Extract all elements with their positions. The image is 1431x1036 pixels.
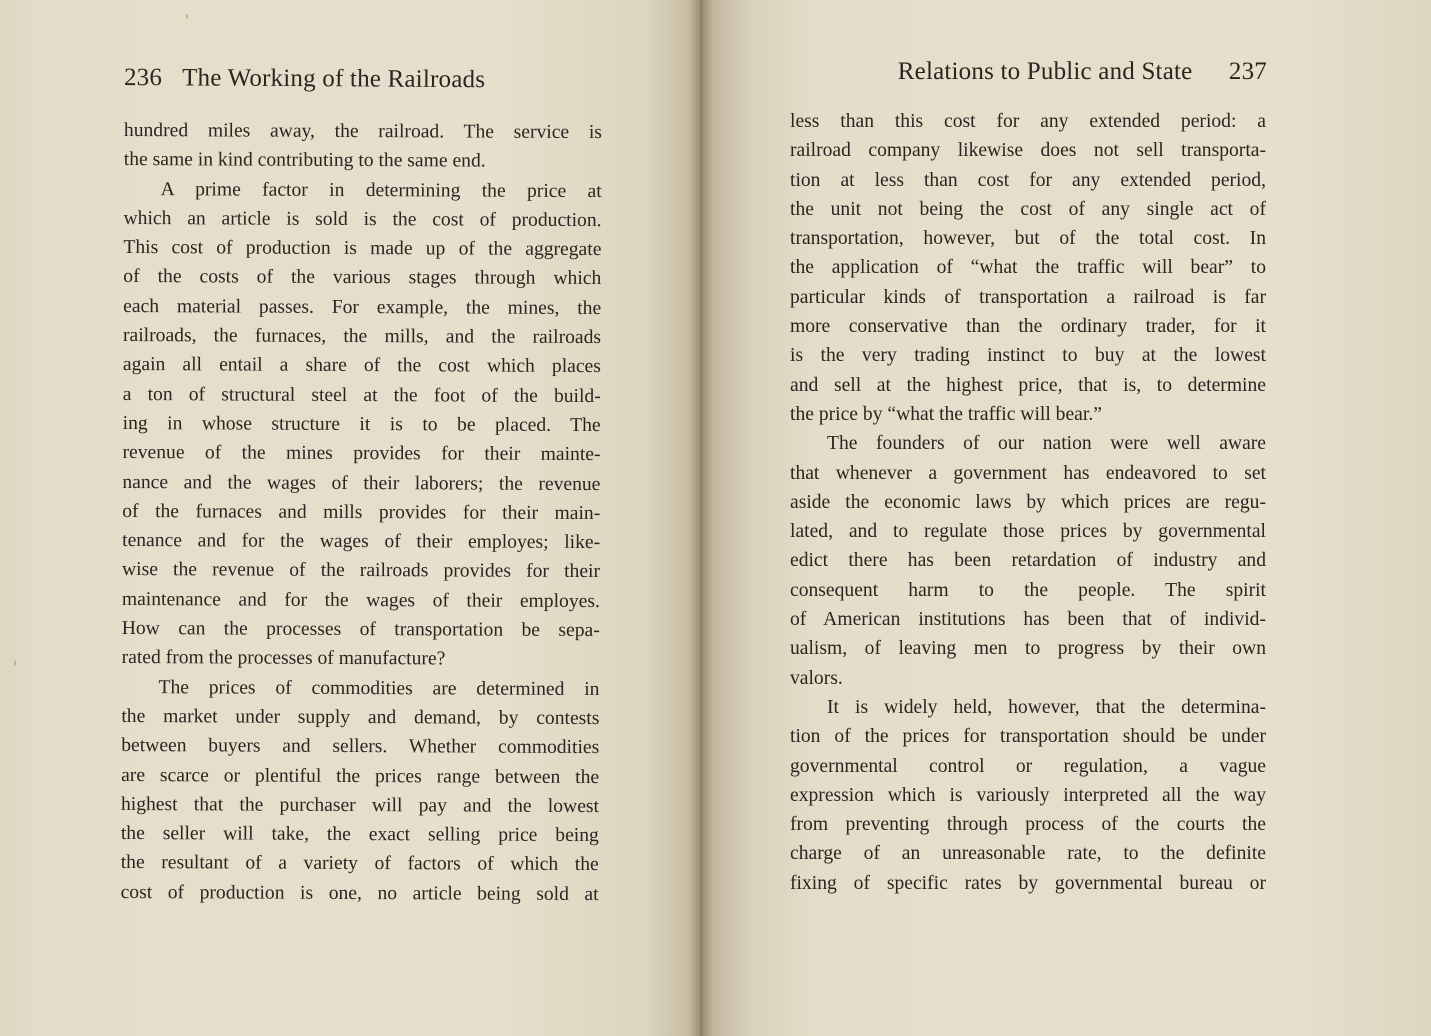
paper-speck: [186, 14, 188, 19]
text-line: the resultant of a variety of factors of which the: [120, 852, 599, 876]
text-line: railroads, the furnaces, the mills, and the railroads: [122, 325, 602, 349]
text-line: the price by “what the traffic will bear.”: [790, 403, 1102, 425]
text-line: a ton of structural steel at the foot of the build-: [122, 383, 601, 407]
text-line: charge of an unreasonable rate, to the definite: [790, 843, 1266, 865]
text-line: wise the revenue of the railroads provides for their: [121, 559, 601, 583]
text-line: The founders of our nation were well aware: [827, 433, 1266, 455]
right-running-header: [898, 58, 1267, 86]
text-line: of American institutions has been that of individ-: [790, 609, 1266, 631]
text-line: revenue of the mines provides for their mainte-: [122, 442, 601, 466]
text-line: railroad company likewise does not sell transporta-: [790, 140, 1266, 162]
left-page-number: 236: [123, 64, 163, 92]
text-line: between buyers and sellers. Whether commodities: [121, 735, 600, 759]
text-line: highest that the purchaser will pay and the lowest: [120, 793, 600, 817]
text-line: particular kinds of transportation a railroad is far: [790, 286, 1266, 308]
text-line: This cost of production is made up of the aggregate: [123, 237, 602, 261]
right-page-number: 237: [1228, 58, 1267, 85]
right-page-body: [790, 107, 1266, 898]
text-line: consequent harm to the people. The spirit: [790, 579, 1266, 601]
left-running-header: [124, 64, 485, 94]
text-line: expression which is variously interpreted all the way: [790, 784, 1266, 806]
text-line: It is widely held, however, that the determina-: [827, 696, 1266, 718]
text-line: are scarce or plentiful the prices range between the: [121, 764, 600, 788]
text-line: the same in kind contributing to the same end.: [123, 149, 486, 172]
text-line: tenance and for the wages of their employes; like-: [122, 530, 601, 554]
text-line: How can the processes of transportation be sepa-: [121, 618, 600, 642]
right-running-head: Relations to Public and State: [897, 58, 1193, 85]
text-line: the market under supply and demand, by contests: [121, 705, 600, 730]
book-gutter: [690, 0, 712, 1036]
text-line: maintenance and for the wages of their employes.: [121, 588, 600, 612]
text-line: ing in whose structure it is to be placed. The: [122, 412, 601, 437]
text-line: tion of the prices for transportation should be under: [790, 726, 1266, 748]
left-running-head: The Working of the Railroads: [182, 64, 486, 94]
text-line: ualism, of leaving men to progress by their own: [790, 638, 1266, 660]
text-line: less than this cost for any extended period: a: [790, 111, 1266, 132]
text-line: more conservative than the ordinary trader, for it: [790, 316, 1266, 338]
text-line: edict there has been retardation of industry and: [790, 550, 1266, 572]
text-line: transportation, however, but of the total cost. In: [790, 228, 1266, 250]
text-line: the seller will take, the exact selling price being: [120, 823, 599, 847]
paper-speck: [14, 660, 16, 666]
text-line: is the very trading instinct to buy at the lowest: [790, 345, 1266, 367]
text-line: the unit not being the cost of any single act of: [790, 198, 1266, 220]
text-line: again all entail a share of the cost which places: [122, 354, 601, 378]
text-line: aside the economic laws by which prices are regu-: [790, 491, 1266, 513]
text-line: rated from the processes of manufacture?: [121, 647, 446, 670]
text-line: from preventing through process of the courts the: [790, 814, 1266, 836]
text-line: fixing of specific rates by governmental bureau or: [790, 872, 1266, 894]
text-line: A prime factor in determining the price at: [160, 178, 602, 202]
left-page-body: [121, 116, 602, 909]
text-line: of the furnaces and mills provides for their main-: [122, 500, 601, 524]
text-line: The prices of commodities are determined in: [158, 676, 600, 700]
text-line: each material passes. For example, the mines, the: [123, 295, 602, 319]
text-line: lated, and to regulate those prices by governmental: [790, 521, 1266, 543]
text-line: hundred miles away, the railroad. The service is: [123, 119, 602, 144]
text-line: cost of production is one, no article being sold at: [120, 881, 599, 905]
text-line: nance and the wages of their laborers; the revenue: [122, 471, 601, 495]
text-line: valors.: [790, 667, 843, 689]
text-line: which an article is sold is the cost of production.: [123, 207, 602, 231]
text-line: of the costs of the various stages through which: [123, 266, 602, 290]
text-line: governmental control or regulation, a vague: [790, 755, 1266, 777]
text-line: that whenever a government has endeavored to set: [790, 462, 1266, 484]
text-line: and sell at the highest price, that is, to determine: [790, 374, 1266, 396]
text-line: tion at less than cost for any extended period,: [790, 169, 1266, 191]
text-line: the application of “what the traffic will bear” to: [790, 257, 1266, 279]
